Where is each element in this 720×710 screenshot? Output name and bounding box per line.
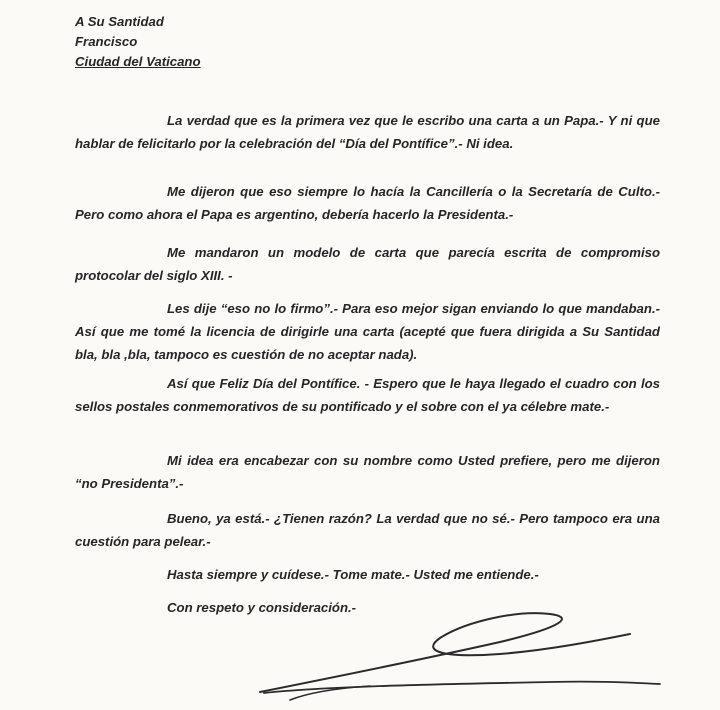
recipient-title: A Su Santidad [75, 14, 164, 29]
recipient-location: Ciudad del Vaticano [75, 54, 201, 69]
paragraph-3 [75, 241, 660, 287]
paragraph-2-text: Me dijeron que eso siempre lo hacía la Cancillería o la Secretaría de Culto.- Pero como ahora el Papa es argentino, debería hacerlo la Presidenta.- [75, 184, 660, 222]
paragraph-1 [75, 109, 660, 155]
paragraph-5-text: Así que Feliz Día del Pontífice. - Espero que le haya llegado el cuadro con los sellos postales conmemorativos de su pontificado y el sobre con el ya célebre mate.- [75, 376, 660, 414]
paragraph-5 [75, 372, 660, 418]
closing-farewell: Hasta siempre y cuídese.- Tome mate.- Usted me entiende.- [167, 567, 539, 582]
recipient-name: Francisco [75, 34, 138, 49]
paragraph-3-text: Me mandaron un modelo de carta que parecía escrita de compromiso protocolar del siglo XIII. - [75, 245, 660, 283]
paragraph-2 [75, 180, 660, 226]
paragraph-7-text: Bueno, ya está.- ¿Tienen razón? La verdad que no sé.- Pero tampoco era una cuestión para pelear.- [75, 511, 660, 549]
handwritten-signature [250, 600, 670, 710]
paragraph-4-text: Les dije “eso no lo firmo”.- Para eso mejor sigan enviando lo que mandaban.- Así que me tomé la licencia de dirigirle una carta (acepté que fuera dirigida a Su Santidad bla, bla ,bla, tampoco es cuestión de no aceptar nada). [75, 301, 660, 362]
paragraph-6-text: Mi idea era encabezar con su nombre como Usted prefiere, pero me dijeron “no Presidenta”.- [75, 453, 660, 491]
closing-regards: Con respeto y consideración.- [167, 600, 357, 615]
paragraph-6 [75, 449, 660, 495]
paragraph-7 [75, 507, 660, 553]
paragraph-4 [75, 297, 660, 366]
paragraph-1-text: La verdad que es la primera vez que le escribo una carta a un Papa.- Y ni que hablar de felicitarlo por la celebración del “Día del Pontífice”.- Ni idea. [75, 113, 660, 151]
